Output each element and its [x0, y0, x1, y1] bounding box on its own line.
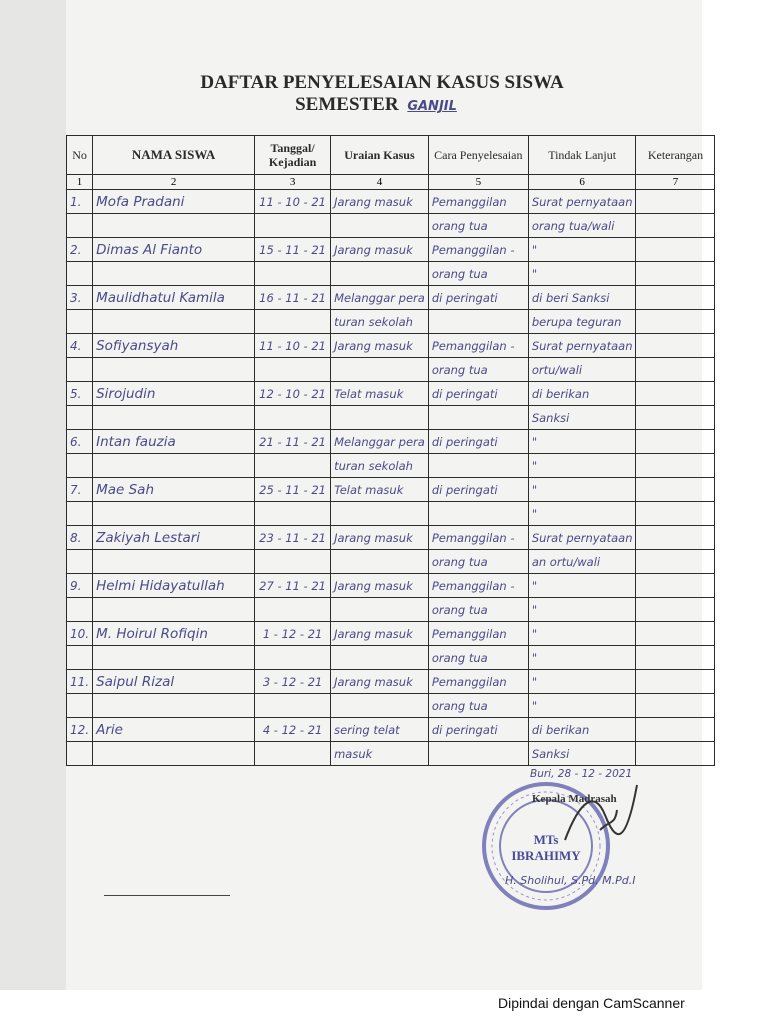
cell-keterangan: [636, 238, 715, 262]
cell-no: [67, 694, 93, 718]
cell-nama: Intan fauzia: [93, 430, 255, 454]
cell-cara: di peringati: [428, 478, 528, 502]
cell-keterangan: [636, 382, 715, 406]
cell-keterangan: [636, 574, 715, 598]
cell-no: [67, 406, 93, 430]
table-row: [67, 622, 715, 646]
cell-uraian: Jarang masuk: [331, 238, 429, 262]
semester-value: GANJIL: [407, 99, 457, 114]
cell-tindak: Surat pernyataan: [528, 526, 636, 550]
cell-uraian: Jarang masuk: [331, 190, 429, 214]
cell-keterangan: [636, 214, 715, 238]
table-row: [67, 238, 715, 262]
cell-no: [67, 742, 93, 766]
cell-uraian: masuk: [331, 742, 429, 766]
cell-tindak: ": [528, 238, 636, 262]
cell-tindak: ": [528, 622, 636, 646]
header-tindak: Tindak Lanjut: [528, 136, 636, 175]
cell-nama: M. Hoirul Rofiqin: [93, 622, 255, 646]
cell-no: [67, 646, 93, 670]
cell-no: 6.: [67, 430, 93, 454]
cell-nama: [93, 406, 255, 430]
cell-cara: Pemanggilan: [428, 670, 528, 694]
cell-keterangan: [636, 310, 715, 334]
table-row: [67, 574, 715, 598]
cell-cara: [428, 742, 528, 766]
cell-cara: di peringati: [428, 718, 528, 742]
table-row: [67, 526, 715, 550]
cell-tindak: ": [528, 478, 636, 502]
table-row: [67, 310, 715, 334]
cell-tanggal: [255, 646, 331, 670]
cell-uraian: [331, 502, 429, 526]
cell-tindak: ": [528, 454, 636, 478]
cell-nama: [93, 310, 255, 334]
place-date: Buri, 28 - 12 - 2021: [530, 768, 633, 780]
cell-tanggal: [255, 502, 331, 526]
header-cara: Cara Penyelesaian: [428, 136, 528, 175]
cell-cara: orang tua: [428, 694, 528, 718]
cell-cara: di peringati: [428, 382, 528, 406]
cell-uraian: [331, 214, 429, 238]
cell-tindak: Sanksi: [528, 742, 636, 766]
table-body: [67, 190, 715, 766]
cell-uraian: sering telat: [331, 718, 429, 742]
cell-uraian: Jarang masuk: [331, 622, 429, 646]
cell-tindak: Surat pernyataan: [528, 190, 636, 214]
cell-uraian: [331, 262, 429, 286]
cell-cara: di peringati: [428, 430, 528, 454]
table-row: [67, 478, 715, 502]
cell-no: [67, 598, 93, 622]
cell-cara: [428, 454, 528, 478]
cell-keterangan: [636, 454, 715, 478]
cell-nama: [93, 742, 255, 766]
cell-no: [67, 550, 93, 574]
cell-tanggal: 11 - 10 - 21: [255, 190, 331, 214]
table-row: [67, 502, 715, 526]
cell-cara: orang tua: [428, 214, 528, 238]
cell-cara: Pemanggilan -: [428, 526, 528, 550]
cell-tanggal: 15 - 11 - 21: [255, 238, 331, 262]
table-row: [67, 406, 715, 430]
cell-no: 5.: [67, 382, 93, 406]
cell-nama: [93, 214, 255, 238]
cell-keterangan: [636, 262, 715, 286]
cell-keterangan: [636, 550, 715, 574]
cell-nama: Dimas Al Fianto: [93, 238, 255, 262]
cell-keterangan: [636, 502, 715, 526]
col-num: 5: [428, 175, 528, 190]
cell-keterangan: [636, 430, 715, 454]
col-num: 6: [528, 175, 636, 190]
cell-uraian: Jarang masuk: [331, 526, 429, 550]
cell-tanggal: 1 - 12 - 21: [255, 622, 331, 646]
cell-no: 7.: [67, 478, 93, 502]
cell-tanggal: 27 - 11 - 21: [255, 574, 331, 598]
cell-tindak: ": [528, 670, 636, 694]
col-num: 1: [67, 175, 93, 190]
table-row: [67, 646, 715, 670]
cell-no: 2.: [67, 238, 93, 262]
table-row: [67, 454, 715, 478]
col-num: 3: [255, 175, 331, 190]
cell-cara: Pemanggilan -: [428, 334, 528, 358]
cell-uraian: [331, 598, 429, 622]
cell-tanggal: [255, 454, 331, 478]
cell-nama: [93, 598, 255, 622]
table-row: [67, 742, 715, 766]
stamp-line1: MTs: [533, 832, 559, 847]
col-num: 4: [331, 175, 429, 190]
cell-no: 11.: [67, 670, 93, 694]
cell-cara: [428, 310, 528, 334]
cell-no: [67, 502, 93, 526]
cell-uraian: Melanggar pera: [331, 430, 429, 454]
signature: [555, 780, 645, 850]
cell-tanggal: [255, 694, 331, 718]
cell-tanggal: [255, 598, 331, 622]
cell-nama: [93, 694, 255, 718]
header-nama-siswa: NAMA SISWA: [93, 136, 255, 175]
cell-tindak: di berikan: [528, 718, 636, 742]
principal-name: H. Sholihul, S.Pd. M.Pd.I: [505, 874, 636, 887]
table-row: [67, 430, 715, 454]
cell-cara: orang tua: [428, 358, 528, 382]
cell-uraian: [331, 550, 429, 574]
cell-keterangan: [636, 478, 715, 502]
table-row: [67, 382, 715, 406]
cell-tanggal: 3 - 12 - 21: [255, 670, 331, 694]
cell-no: 1.: [67, 190, 93, 214]
cell-cara: orang tua: [428, 262, 528, 286]
cell-cara: di peringati: [428, 286, 528, 310]
cell-keterangan: [636, 286, 715, 310]
cell-cara: orang tua: [428, 646, 528, 670]
cell-no: 8.: [67, 526, 93, 550]
cell-keterangan: [636, 742, 715, 766]
cell-nama: Maulidhatul Kamila: [93, 286, 255, 310]
header-uraian: Uraian Kasus: [331, 136, 429, 175]
cell-tindak: ": [528, 598, 636, 622]
table-row: [67, 334, 715, 358]
header-tanggal: Tanggal/ Kejadian: [255, 136, 331, 175]
cell-uraian: [331, 646, 429, 670]
cell-nama: [93, 358, 255, 382]
header-no: No: [67, 136, 93, 175]
cell-tanggal: [255, 214, 331, 238]
table-row: [67, 286, 715, 310]
table-row: [67, 598, 715, 622]
cell-nama: Sirojudin: [93, 382, 255, 406]
cell-nama: [93, 550, 255, 574]
table-row: [67, 358, 715, 382]
scan-shadow: [0, 0, 66, 990]
cell-keterangan: [636, 646, 715, 670]
table-row: [67, 718, 715, 742]
cell-keterangan: [636, 718, 715, 742]
cell-tanggal: 16 - 11 - 21: [255, 286, 331, 310]
cell-uraian: turan sekolah: [331, 454, 429, 478]
cell-tanggal: [255, 550, 331, 574]
cell-tindak: Surat pernyataan: [528, 334, 636, 358]
col-num: 2: [93, 175, 255, 190]
cell-keterangan: [636, 190, 715, 214]
header-keterangan: Keterangan: [636, 136, 715, 175]
semester-heading: [0, 94, 760, 116]
cell-no: [67, 214, 93, 238]
cell-uraian: Melanggar pera: [331, 286, 429, 310]
cell-no: 4.: [67, 334, 93, 358]
cell-tanggal: 11 - 10 - 21: [255, 334, 331, 358]
cell-no: [67, 262, 93, 286]
cell-tindak: ": [528, 574, 636, 598]
cell-keterangan: [636, 670, 715, 694]
cell-tanggal: 4 - 12 - 21: [255, 718, 331, 742]
cell-tanggal: 25 - 11 - 21: [255, 478, 331, 502]
table-row: [67, 214, 715, 238]
cell-uraian: [331, 406, 429, 430]
cell-tindak: ": [528, 694, 636, 718]
col-num: 7: [636, 175, 715, 190]
cell-cara: [428, 502, 528, 526]
cell-keterangan: [636, 598, 715, 622]
cell-tindak: ": [528, 502, 636, 526]
cell-uraian: Telat masuk: [331, 478, 429, 502]
cell-keterangan: [636, 406, 715, 430]
cell-tindak: orang tua/wali: [528, 214, 636, 238]
table-row: [67, 550, 715, 574]
table-row: [67, 190, 715, 214]
cell-nama: Saipul Rizal: [93, 670, 255, 694]
cell-cara: [428, 406, 528, 430]
cell-tanggal: [255, 262, 331, 286]
table-row: [67, 670, 715, 694]
stamp-line2: IBRAHIMY: [511, 848, 581, 863]
cell-no: 9.: [67, 574, 93, 598]
table-row: [67, 694, 715, 718]
table-row: [67, 262, 715, 286]
cell-keterangan: [636, 334, 715, 358]
cell-nama: [93, 646, 255, 670]
cell-nama: [93, 262, 255, 286]
scanner-watermark: Dipindai dengan CamScanner: [498, 995, 685, 1011]
cell-uraian: Jarang masuk: [331, 574, 429, 598]
position-title: Kepala Madrasah: [532, 793, 617, 805]
cell-no: 3.: [67, 286, 93, 310]
cell-uraian: turan sekolah: [331, 310, 429, 334]
cell-tindak: ortu/wali: [528, 358, 636, 382]
cell-no: 10.: [67, 622, 93, 646]
cell-cara: Pemanggilan: [428, 190, 528, 214]
cell-keterangan: [636, 358, 715, 382]
case-table: [66, 135, 715, 766]
cell-no: [67, 358, 93, 382]
cell-tindak: ": [528, 646, 636, 670]
cell-nama: Mae Sah: [93, 478, 255, 502]
cell-no: [67, 310, 93, 334]
cell-tanggal: [255, 406, 331, 430]
cell-nama: Mofa Pradani: [93, 190, 255, 214]
table-header-row: [67, 136, 715, 175]
semester-label: SEMESTER: [295, 94, 399, 115]
cell-tanggal: [255, 742, 331, 766]
cell-uraian: Jarang masuk: [331, 670, 429, 694]
cell-tindak: an ortu/wali: [528, 550, 636, 574]
cell-tanggal: 12 - 10 - 21: [255, 382, 331, 406]
cell-nama: Sofiyansyah: [93, 334, 255, 358]
cell-tindak: di berikan: [528, 382, 636, 406]
column-number-row: [67, 175, 715, 190]
cell-keterangan: [636, 526, 715, 550]
cell-nama: Zakiyah Lestari: [93, 526, 255, 550]
cell-cara: Pemanggilan -: [428, 574, 528, 598]
cell-uraian: Telat masuk: [331, 382, 429, 406]
cell-cara: orang tua: [428, 550, 528, 574]
cell-uraian: [331, 694, 429, 718]
cell-tanggal: 21 - 11 - 21: [255, 430, 331, 454]
cell-tindak: berupa teguran: [528, 310, 636, 334]
cell-keterangan: [636, 622, 715, 646]
cell-cara: orang tua: [428, 598, 528, 622]
cell-uraian: Jarang masuk: [331, 334, 429, 358]
cell-nama: Helmi Hidayatullah: [93, 574, 255, 598]
cell-tindak: ": [528, 262, 636, 286]
cell-nama: Arie: [93, 718, 255, 742]
cell-keterangan: [636, 694, 715, 718]
cell-tindak: di beri Sanksi: [528, 286, 636, 310]
cell-cara: Pemanggilan -: [428, 238, 528, 262]
cell-no: 12.: [67, 718, 93, 742]
cell-tindak: ": [528, 430, 636, 454]
signature-line: [104, 895, 230, 896]
cell-tanggal: [255, 310, 331, 334]
cell-tanggal: 23 - 11 - 21: [255, 526, 331, 550]
cell-nama: [93, 454, 255, 478]
cell-uraian: [331, 358, 429, 382]
cell-nama: [93, 502, 255, 526]
cell-tindak: Sanksi: [528, 406, 636, 430]
cell-no: [67, 454, 93, 478]
document-title: DAFTAR PENYELESAIAN KASUS SISWA: [200, 72, 564, 93]
cell-cara: Pemanggilan: [428, 622, 528, 646]
cell-tanggal: [255, 358, 331, 382]
